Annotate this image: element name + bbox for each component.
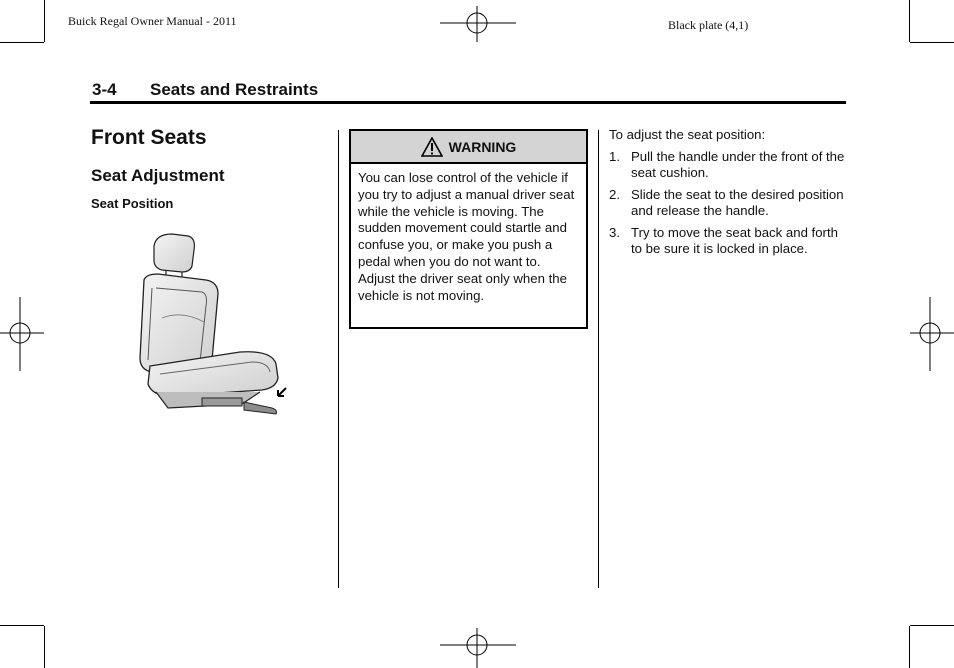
subheading: Seat Position xyxy=(91,196,174,211)
page-title: Front Seats xyxy=(91,126,207,149)
warning-box xyxy=(349,129,588,329)
column-divider xyxy=(338,130,339,588)
registration-mark-top-icon xyxy=(440,6,516,42)
column-divider xyxy=(598,130,599,588)
warning-icon xyxy=(421,137,443,157)
step-number: 1. xyxy=(609,149,620,164)
list-item xyxy=(609,225,849,257)
list-item xyxy=(609,149,849,181)
registration-mark-right-icon xyxy=(910,297,954,371)
warning-text: You can lose control of the vehicle if you try to adjust a manual driver seat while the vehicle is moving. The sudden movement could startle and confuse you, or make you push a pedal when you do not want to. Adjust the driver seat only when the vehicle is not moving. xyxy=(358,170,575,303)
subsection-title: Seat Adjustment xyxy=(91,166,225,185)
manual-title: Buick Regal Owner Manual - 2011 xyxy=(68,14,237,28)
list-item xyxy=(609,187,849,219)
section-number: 3-4 xyxy=(92,80,117,99)
section-heading xyxy=(92,80,318,100)
registration-mark-bottom-icon xyxy=(440,628,516,668)
registration-mark-left-icon xyxy=(0,297,44,371)
car-seat-illustration xyxy=(132,228,302,418)
instructions-intro: To adjust the seat position: xyxy=(609,127,766,142)
warning-label: WARNING xyxy=(448,138,517,155)
section-rule xyxy=(90,101,846,104)
warning-header xyxy=(351,131,586,164)
steps-list xyxy=(609,149,849,257)
instructions xyxy=(609,127,849,263)
step-number: 3. xyxy=(609,225,620,240)
step-text: Try to move the seat back and forth to be sure it is locked in place. xyxy=(631,225,838,256)
plate-label: Black plate (4,1) xyxy=(668,18,749,32)
step-text: Pull the handle under the front of the seat cushion. xyxy=(631,149,845,180)
step-number: 2. xyxy=(609,187,620,202)
step-text: Slide the seat to the desired position and release the handle. xyxy=(631,187,844,218)
section-title: Seats and Restraints xyxy=(150,80,319,99)
